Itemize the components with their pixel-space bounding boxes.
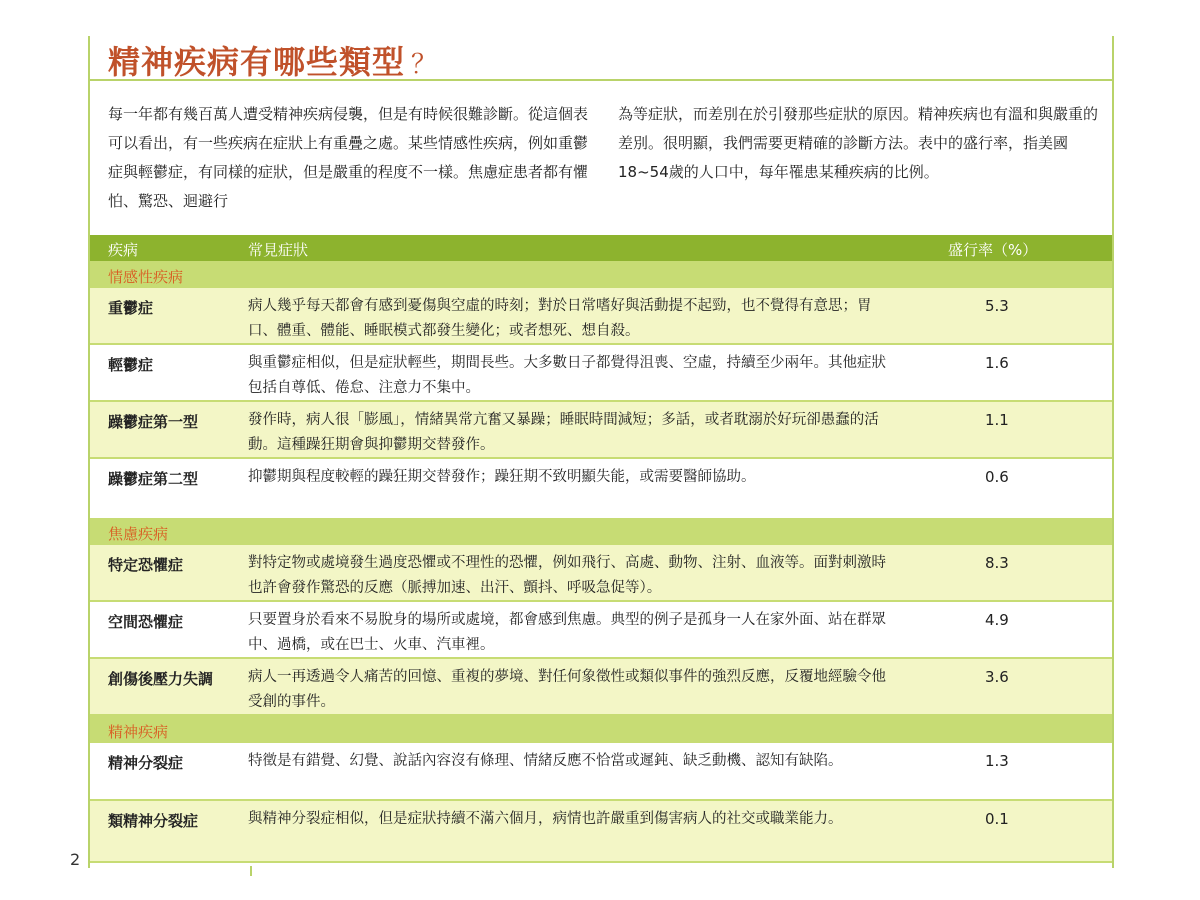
page-number: 2 bbox=[70, 850, 81, 869]
intro-right-column: 為等症狀，而差別在於引發那些症狀的原因。精神疾病也有溫和與嚴重的差別。很明顯，我們需要更精確的診斷方法。表中的盛行率，指美國18~54歲的人口中，每年罹患某種疾病的比例。 bbox=[618, 105, 1099, 181]
header-rate: 盛行率（%） bbox=[948, 241, 1038, 259]
table-row: 空間恐懼症 只要置身於看來不易脫身的場所或處境，都會感到焦慮。典型的例子是孤身一人在家外面、站在群眾中、過橋，或在巴士、火車、汽車裡。 4.9 bbox=[90, 602, 1112, 659]
table-row: 類精神分裂症 與精神分裂症相似，但是症狀持續不滿六個月，病情也許嚴重到傷害病人的社交或職業能力。 0.1 bbox=[90, 801, 1112, 863]
intro-left-column: 每一年都有幾百萬人遭受精神疾病侵襲，但是有時候很難診斷。從這個表可以看出，有一些疾病在症狀上有重疊之處。某些情感性疾病，例如重鬱症與輕鬱症，有同樣的症狀，但是嚴重的程度不一樣。焦慮症患者都有懼怕、驚恐、迴避行 bbox=[108, 105, 589, 210]
header-symptoms: 常見症狀 bbox=[248, 241, 309, 259]
table-row: 精神分裂症 特徵是有錯覺、幻覺、說話內容沒有條理、情緒反應不恰當或遲鈍、缺乏動機、認知有缺陷。 1.3 bbox=[90, 743, 1112, 801]
category-row: 焦慮疾病 bbox=[90, 518, 1112, 545]
category-row: 精神疾病 bbox=[90, 716, 1112, 743]
table-row: 重鬱症 病人幾乎每天都會有感到憂傷與空虛的時刻；對於日常嗜好與活動提不起勁，也不覺得有意思；胃口、體重、體能、睡眠模式都發生變化；或者想死、想自殺。 5.3 bbox=[90, 288, 1112, 345]
table-row: 輕鬱症 與重鬱症相似，但是症狀輕些，期間長些。大多數日子都覺得沮喪、空虛，持續至少兩年。其他症狀包括自尊低、倦怠、注意力不集中。 1.6 bbox=[90, 345, 1112, 402]
title-bar bbox=[90, 38, 1112, 81]
table-row: 躁鬱症第一型 發作時，病人很「膨風」，情緒異常亢奮又暴躁；睡眠時間減短；多話，或者耽溺於好玩卻愚蠢的活動。這種躁狂期會與抑鬱期交替發作。 1.1 bbox=[90, 402, 1112, 459]
page-title: 精神疾病有哪些類型 ？ bbox=[108, 43, 439, 81]
table-row: 創傷後壓力失調 病人一再透過令人痛苦的回憶、重複的夢境、對任何象徵性或類似事件的強烈反應，反覆地經驗令他受創的事件。 3.6 bbox=[90, 659, 1112, 716]
table-row: 躁鬱症第二型 抑鬱期與程度較輕的躁狂期交替發作；躁狂期不致明顯失能，或需要醫師協助。 0.6 bbox=[108, 468, 1009, 488]
footer-divider bbox=[250, 866, 252, 876]
table-row: 特定恐懼症 對特定物或處境發生過度恐懼或不理性的恐懼，例如飛行、高處、動物、注射、血液等。面對刺激時也許會發作驚恐的反應（脈搏加速、出汗、顫抖、呼吸急促等）。 8.3 bbox=[90, 545, 1112, 602]
spacer bbox=[90, 490, 1112, 518]
category-row: 情感性疾病 bbox=[90, 261, 1112, 288]
header-disease: 疾病 bbox=[108, 241, 139, 259]
disorder-table bbox=[90, 235, 1112, 863]
question-mark: ？ bbox=[411, 50, 439, 80]
table-header bbox=[90, 235, 1112, 261]
